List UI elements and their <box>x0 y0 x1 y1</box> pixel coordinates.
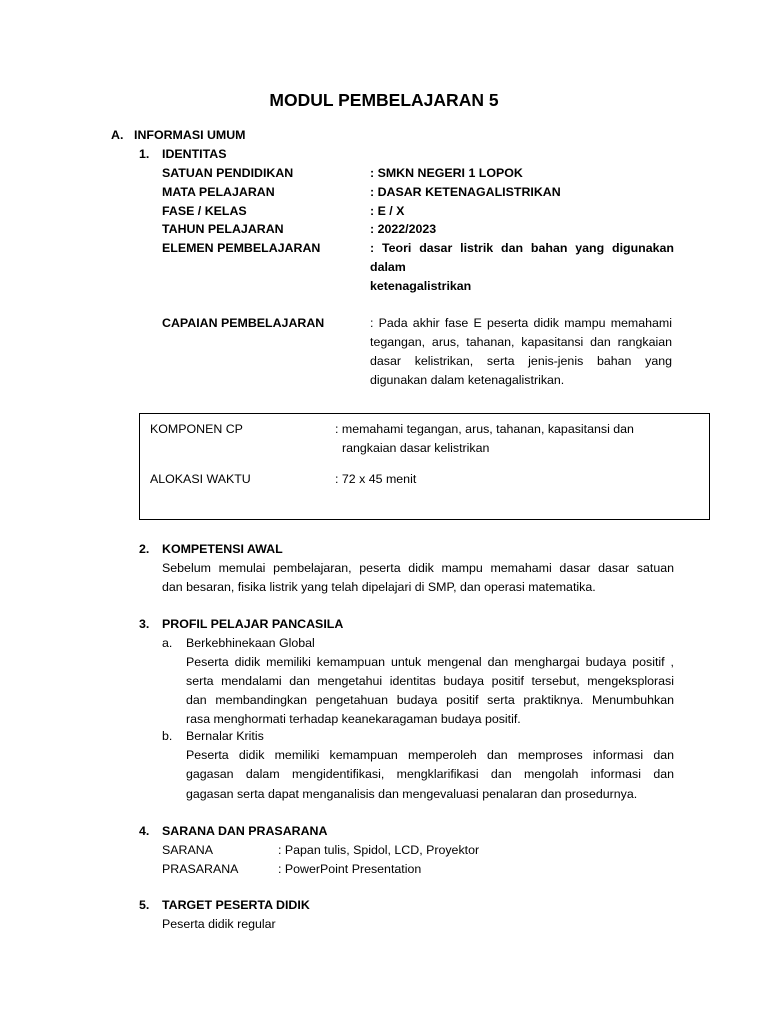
identitas-value-satuan: : SMKN NEGERI 1 LOPOK <box>370 166 523 180</box>
section-a-marker: A. <box>111 128 124 142</box>
profil-b-line-3: gagasan serta dapat menganalisis dan mengevaluasi penalaran dan prosedurnya. <box>186 787 638 801</box>
profil-a-line-4: rasa menghormati terhadap keanekaragaman budaya positif. <box>186 712 521 726</box>
profil-b-title: Bernalar Kritis <box>186 729 264 743</box>
profil-b-line-1: Peserta didik memiliki kemampuan memperoleh dan memproses informasi dan <box>186 748 674 762</box>
identitas-value-mapel: : DASAR KETENAGALISTRIKAN <box>370 185 561 199</box>
prasarana-label: PRASARANA <box>162 862 239 876</box>
section-a-heading: INFORMASI UMUM <box>134 128 246 142</box>
komponen-line-1: : memahami tegangan, arus, tahanan, kapasitansi dan <box>335 422 634 436</box>
target-number: 5. <box>139 898 150 912</box>
identitas-value-tahun: : 2022/2023 <box>370 222 437 236</box>
kompetensi-line-1: Sebelum memulai pembelajaran, peserta didik mampu memahami dasar dasar satuan <box>162 561 674 575</box>
profil-b-marker: b. <box>162 729 173 743</box>
identitas-label-mapel: MATA PELAJARAN <box>162 185 275 199</box>
identitas-value-fase: : E / X <box>370 204 405 218</box>
identitas-label-tahun: TAHUN PELAJARAN <box>162 222 284 236</box>
sarana-heading: SARANA DAN PRASARANA <box>162 824 328 838</box>
elemen-label: ELEMEN PEMBELAJARAN <box>162 241 321 255</box>
capaian-line-2: tegangan, arus, tahanan, kapasitansi dan rangkaian <box>370 335 672 349</box>
profil-a-marker: a. <box>162 636 173 650</box>
sarana-value: : Papan tulis, Spidol, LCD, Proyektor <box>278 843 480 857</box>
alokasi-label: ALOKASI WAKTU <box>150 472 251 486</box>
identitas-label-satuan: SATUAN PENDIDIKAN <box>162 166 294 180</box>
identitas-number: 1. <box>139 147 150 161</box>
profil-number: 3. <box>139 617 150 631</box>
identitas-label-fase: FASE / KELAS <box>162 204 247 218</box>
kompetensi-heading: KOMPETENSI AWAL <box>162 542 283 556</box>
profil-b-line-2: gagasan dalam mengidentifikasi, mengklarifikasi dan mengolah informasi dan <box>186 767 674 781</box>
sarana-label: SARANA <box>162 843 213 857</box>
kompetensi-line-2: dan besaran, fisika listrik yang telah dipelajari di SMP, dan operasi matematika. <box>162 580 596 594</box>
identitas-heading: IDENTITAS <box>162 147 227 161</box>
profil-heading: PROFIL PELAJAR PANCASILA <box>162 617 344 631</box>
elemen-line-3: ketenagalistrikan <box>370 279 472 293</box>
komponen-label: KOMPONEN CP <box>150 422 243 436</box>
profil-a-line-1: Peserta didik memiliki kemampuan untuk mengenal dan menghargai budaya positif , <box>186 655 674 669</box>
sarana-number: 4. <box>139 824 150 838</box>
alokasi-value: : 72 x 45 menit <box>335 472 417 486</box>
target-text: Peserta didik regular <box>162 917 276 931</box>
capaian-line-3: dasar kelistrikan, serta jenis-jenis bahan yang <box>370 354 672 368</box>
document-title: MODUL PEMBELAJARAN 5 <box>269 90 499 110</box>
profil-a-line-3: dan membandingkan pengetahuan budaya positif serta praktiknya. Menumbuhkan <box>186 693 674 707</box>
capaian-label: CAPAIAN PEMBELAJARAN <box>162 316 325 330</box>
capaian-line-4: digunakan dalam ketenagalistrikan. <box>370 373 565 387</box>
capaian-line-1: : Pada akhir fase E peserta didik mampu memahami <box>370 316 672 330</box>
profil-a-title: Berkebhinekaan Global <box>186 636 315 650</box>
target-heading: TARGET PESERTA DIDIK <box>162 898 310 912</box>
komponen-line-2: rangkaian dasar kelistrikan <box>342 441 490 455</box>
profil-a-line-2: serta mendalami dan mengetahui identitas budaya positif tersebut, mengeksplorasi <box>186 674 674 688</box>
elemen-line-1: : Teori dasar listrik dan bahan yang digunakan <box>370 241 674 255</box>
elemen-line-2: dalam <box>370 260 406 274</box>
prasarana-value: : PowerPoint Presentation <box>278 862 422 876</box>
kompetensi-number: 2. <box>139 542 150 556</box>
